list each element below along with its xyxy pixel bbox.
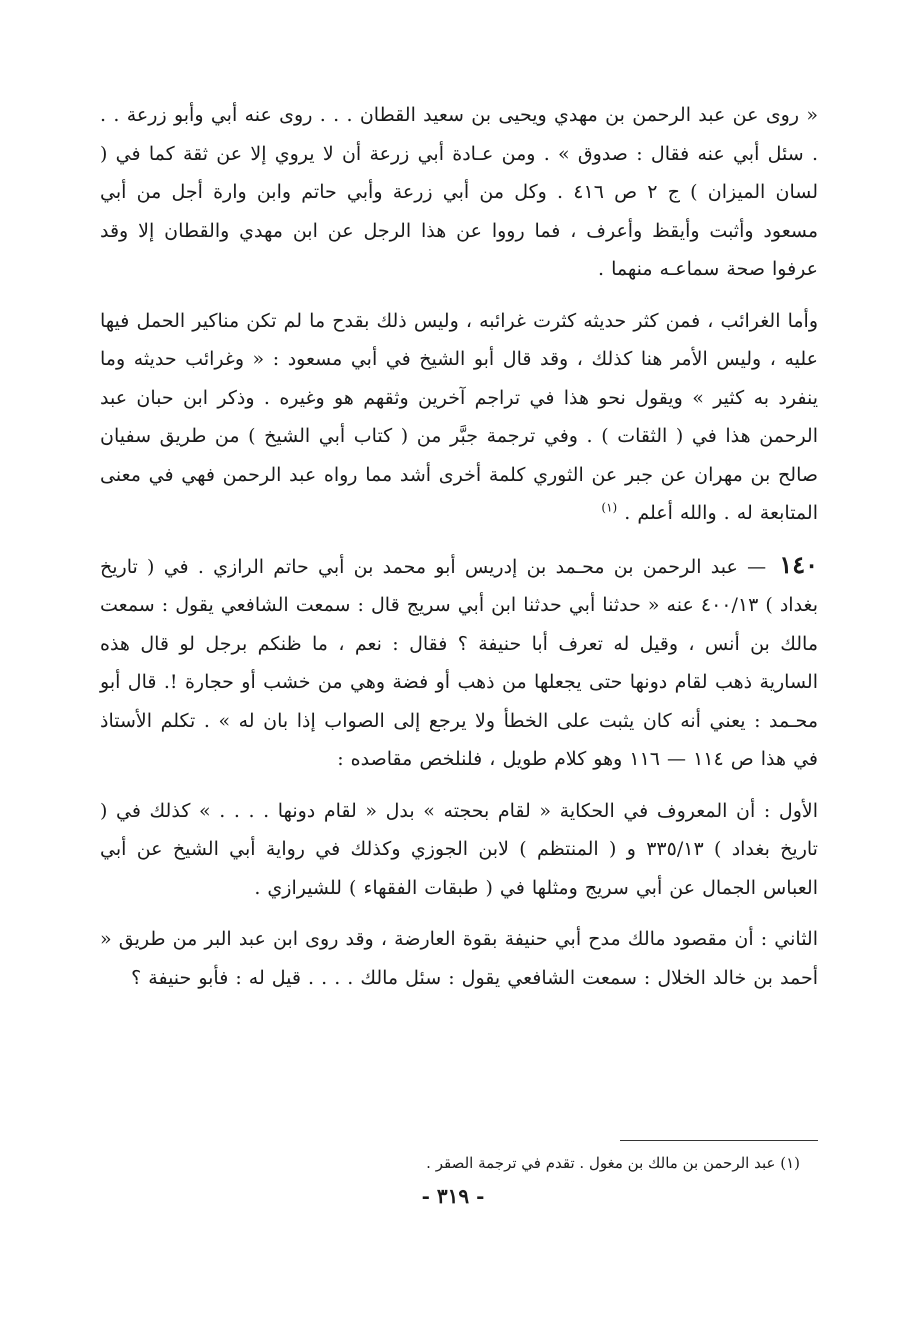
paragraph-1: « روى عن عبد الرحمن بن مهدي ويحيى بن سعيد القطان . . . روى عنه أبي وأبو زرعة . . . سئل أبي عنه فقال : صدوق » . ومن عـادة أبي زرعة أن لا يروي إلا عن ثقة كما في ( لسان الميزان ) ج ٢ ص ٤١٦ . وكل من أبي زرعة وأبي حاتم وابن وارة أجل من أبي مسعود وأثبت وأيقظ وأعرف ، فما رووا عن هذا الرجل عن ابن مهدي والقطان إلا وقد عرفوا صحة سماعـه منهما . xyxy=(100,104,818,280)
paragraph-5: الثاني : أن مقصود مالك مدح أبي حنيفة بقوة العارضة ، وقد روى ابن عبد البر من طريق « أحمد بن خالد الخلال : سمعت الشافعي يقول : سئل مالك . . . . قيل له : فأبو حنيفة ؟ xyxy=(100,928,818,989)
main-text xyxy=(100,96,818,997)
paragraph-2 xyxy=(100,302,818,533)
paragraph-3-text: — عبد الرحمن بن محـمد بن إدريس أبو محمد بن أبي حاتم الرازي . في ( تاريخ بغداد ) ٤٠٠/١٣ عنه « حدثنا أبي حدثنا ابن أبي سريج قال : سمعت الشافعي يقول : سمعت مالك بن أنس ، وقيل له تعرف أبا حنيفة ؟ فقال : نعم ، ما ظنكم برجل لو قال هذه السارية ذهب لقام دونها حتى يجعلها من ذهب أو فضة وهي من خشب أو حجارة !. قال أبو محـمد : يعني أنه كان يثبت على الخطأ ولا يرجع إلى الصواب إذا بان له » . تكلم الأستاذ في هذا ص ١١٤ — ١١٦ وهو كلام طويل ، فلنلخص مقاصده : xyxy=(100,555,818,770)
paragraph-3 xyxy=(100,546,818,779)
paragraph-4: الأول : أن المعروف في الحكاية « لقام بحجته » بدل « لقام دونها . . . . » كذلك في ( تاريخ بغداد ) ٣٣٥/١٣ و ( المنتظم ) لابن الجوزي وكذلك في رواية أبي الشيخ عن أبي العباس الجمال عن أبي سريج ومثلها في ( طبقات الفقهاء ) للشيرازي . xyxy=(100,799,818,899)
entry-number: ١٤٠ xyxy=(779,549,818,579)
footnote: (١) عبد الرحمن بن مالك بن مغول . تقدم في ترجمة الصقر . xyxy=(426,1154,800,1172)
footnote-reference: (١) xyxy=(601,500,618,515)
page-number: - ٣١٩ - xyxy=(421,1184,485,1208)
paragraph-2-text: وأما الغرائب ، فمن كثر حديثه كثرت غرائبه ، وليس ذلك بقدح ما لم تكن مناكير الحمل فيها عليه ، وليس الأمر هنا كذلك ، وقد قال أبو الشيخ في أبي مسعود : « وغرائب حديثه وما ينفرد به كثير » ويقول نحو هذا في تراجم آخرين وثقهم هو وغيره . وذكر ابن حبان عبد الرحمن هذا في ( الثقات ) . وفي ترجمة جبَّر من ( كتاب أبي الشيخ ) من طريق سفيان صالح بن مهران عن جبر عن الثوري كلمة أخرى أشد مما رواه عبد الرحمن فهي في معنى المتابعة له . والله أعلم . xyxy=(100,309,818,524)
footnote-divider xyxy=(620,1140,818,1141)
